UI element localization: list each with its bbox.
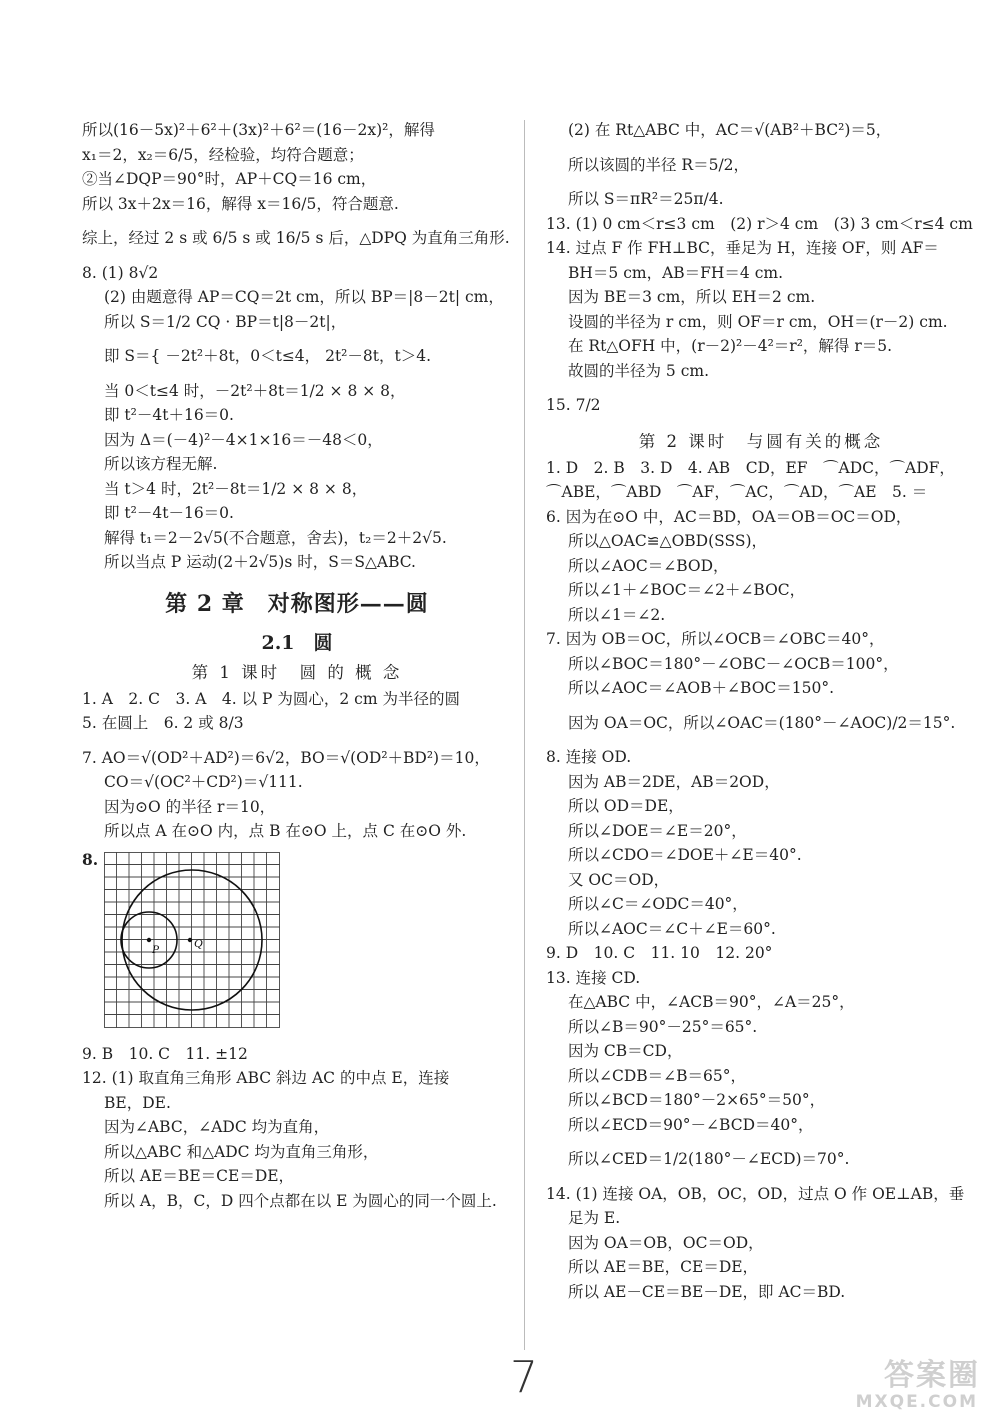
lesson-title: 第 2 课时 与圆有关的概念 <box>638 431 884 451</box>
label-q: Q <box>194 935 203 950</box>
text-line: 足为 E. <box>568 1209 621 1227</box>
text-line: 因为 AB＝2DE，AB＝2OD， <box>568 772 780 791</box>
text-line: 所以∠ECD＝90°－∠BCD＝40°， <box>568 1115 814 1134</box>
text-line: 因为 Δ＝(－4)²－4×1×16＝－48＜0， <box>104 430 383 449</box>
text-line: ②当∠DQP＝90°时，AP＋CQ＝16 cm， <box>82 170 377 188</box>
text-line: 所以∠1＝∠2. <box>568 605 666 624</box>
text-line: 所以 3x＋2x＝16，解得 x＝16/5，符合题意. <box>82 194 399 213</box>
answer-item: 8. 连接 OD. <box>546 748 632 766</box>
text-line: 所以 S＝1/2 CQ · BP＝t|8－2t|， <box>104 312 347 331</box>
right-column <box>546 118 976 1304</box>
text-line: 所以 AE＝BE＝CE＝DE， <box>104 1167 295 1185</box>
point-p <box>147 937 151 941</box>
point-q <box>188 937 192 941</box>
watermark-logo <box>836 1350 986 1412</box>
text-line: 所以∠AOC＝∠AOB＋∠BOC＝150°. <box>568 679 835 697</box>
text-line: 所以∠CDO＝∠DOE＋∠E＝40°. <box>568 846 802 864</box>
text-line: BH＝5 cm，AB＝FH＝4 cm. <box>568 263 784 282</box>
text-line: 所以∠BOC＝180°－∠OBC－∠OCB＝100°， <box>568 654 899 673</box>
page-number: 7 <box>510 1352 538 1403</box>
answer-item: ⌒ABE，⌒ABD ⌒AF，⌒AC，⌒AD，⌒AE 5. ＝ <box>546 483 928 501</box>
answer-item: 14. 过点 F 作 FH⊥BC，垂足为 H，连接 OF，则 AF＝ <box>546 239 939 257</box>
answer-item: 13. 连接 CD. <box>546 968 641 987</box>
text-line: 所以 S＝πR²＝25π/4. <box>568 190 724 208</box>
text-line: 又 OC＝OD， <box>568 870 670 889</box>
chapter-title: 第 2 章 对称图形——圆 <box>165 590 429 617</box>
text-line: BE，DE. <box>104 1093 171 1112</box>
section-title: 2.1 圆 <box>261 631 333 654</box>
text-line: 设圆的半径为 r cm，则 OF＝r cm，OH＝(r－2) cm. <box>568 312 948 331</box>
text-line: 即 t²－4t＋16＝0. <box>104 406 234 424</box>
text-line: 因为 BE＝3 cm，所以 EH＝2 cm. <box>568 288 816 306</box>
text-line: 所以△ABC 和△ADC 均为直角三角形， <box>104 1142 379 1161</box>
column-divider <box>524 120 525 1350</box>
text-line: 所以∠AOC＝∠BOD， <box>568 556 729 575</box>
lesson-title: 第 1 课时 圆 的 概 念 <box>191 662 403 682</box>
answer-item: 9. B 10. C 11. ±12 <box>82 1044 248 1063</box>
text-line: 所以∠B＝90°－25°＝65°. <box>568 1017 758 1036</box>
text-line: 所以(16－5x)²＋6²＋(3x)²＋6²＝(16－2x)²，解得 <box>82 121 435 139</box>
text-line: 因为∠ABC，∠ADC 均为直角， <box>104 1118 330 1136</box>
left-column <box>82 118 512 1213</box>
grid-figure <box>82 848 512 1038</box>
answer-item: 8. (1) 8√2 <box>82 263 159 282</box>
text-line: 所以∠C＝∠ODC＝40°， <box>568 895 748 913</box>
answer-item: 7. AO＝√(OD²＋AD²)＝6√2，BO＝√(OD²＋BD²)＝10， <box>82 748 490 767</box>
text-line: 所以 AE－CE＝BE－DE，即 AC＝BD. <box>568 1282 846 1301</box>
text-line: 所以∠CED＝1/2(180°－∠ECD)＝70°. <box>568 1150 850 1168</box>
text-line: 即 S＝{ －2t²＋8t，0＜t≤4， 2t²－8t，t＞4. <box>104 347 432 365</box>
text-line: 综上，经过 2 s 或 6/5 s 或 16/5 s 后，△DPQ 为直角三角形. <box>82 229 510 247</box>
text-line: 所以∠AOC＝∠C＋∠E＝60°. <box>568 919 776 938</box>
answer-item: 13. (1) 0 cm＜r≤3 cm (2) r＞4 cm (3) 3 cm＜r≤4 cm <box>546 214 973 233</box>
circle-grid-diagram <box>104 852 284 1034</box>
answer-item: 9. D 10. C 11. 10 12. 20° <box>546 944 773 962</box>
text-line: 所以∠DOE＝∠E＝20°， <box>568 821 747 840</box>
text-line: 故圆的半径为 5 cm. <box>568 361 710 380</box>
text-line: x₁＝2，x₂＝6/5，经检验，均符合题意； <box>82 145 364 164</box>
text-line: 所以 OD＝DE， <box>568 797 684 815</box>
answer-item: 12. (1) 取直角三角形 ABC 斜边 AC 的中点 E，连接 <box>82 1069 450 1087</box>
text-line: 所以∠BCD＝180°－2×65°＝50°， <box>568 1091 826 1109</box>
text-line: 即 t²－4t－16＝0. <box>104 504 234 522</box>
text-line: 当 t＞4 时，2t²－8t＝1/2 × 8 × 8， <box>104 479 368 498</box>
answer-item: 14. (1) 连接 OA，OB，OC，OD，过点 O 作 OE⊥AB，垂 <box>546 1184 965 1203</box>
text-line: 在△ABC 中，∠ACB＝90°，∠A＝25°， <box>568 993 855 1011</box>
text-line: CO＝√(OC²＋CD²)＝√111. <box>104 773 303 791</box>
text-line: 因为 CB＝CD， <box>568 1042 683 1060</box>
text-line: (2) 由题意得 AP＝CQ＝2t cm，所以 BP＝|8－2t| cm， <box>104 288 504 306</box>
text-line: 所以 A，B，C，D 四个点都在以 E 为圆心的同一个圆上. <box>104 1191 497 1210</box>
text-line: 所以该方程无解. <box>104 455 218 473</box>
answer-item: 1. A 2. C 3. A 4. 以 P 为圆心，2 cm 为半径的圆 <box>82 689 460 708</box>
answer-item: 1. D 2. B 3. D 4. AB CD，EF ⌒ADC，⌒ADF， <box>546 458 955 477</box>
answer-item: 6. 因为在⊙O 中，AC＝BD，OA＝OB＝OC＝OD， <box>546 507 912 526</box>
text-line: 因为⊙O 的半径 r＝10， <box>104 797 276 816</box>
text-line: 所以∠1＋∠BOC＝∠2＋∠BOC， <box>568 581 806 599</box>
watermark-text: 答案圈 <box>884 1358 980 1393</box>
watermark-url: MXQE.COM <box>855 1392 978 1412</box>
label-p: P <box>152 941 160 956</box>
answer-item: 15. 7/2 <box>546 396 601 414</box>
text-line: 所以∠CDB＝∠B＝65°， <box>568 1066 747 1085</box>
text-line: (2) 在 Rt△ABC 中，AC＝√(AB²＋BC²)＝5， <box>568 121 892 139</box>
text-line: 因为 OA＝OB，OC＝OD， <box>568 1233 764 1252</box>
text-line: 在 Rt△OFH 中，(r－2)²－4²＝r²，解得 r＝5. <box>568 337 893 355</box>
answer-item: 5. 在圆上 6. 2 或 8/3 <box>82 714 244 732</box>
text-line: 当 0＜t≤4 时，－2t²＋8t＝1/2 × 8 × 8， <box>104 381 406 400</box>
answer-item: 7. 因为 OB＝OC，所以∠OCB＝∠OBC＝40°， <box>546 630 885 648</box>
figure-number: 8. <box>82 849 99 869</box>
text-line: 所以△OAC≌△OBD(SSS)， <box>568 532 768 550</box>
text-line: 解得 t₁＝2－2√5(不合题意，舍去)，t₂＝2＋2√5. <box>104 528 447 547</box>
text-line: 因为 OA＝OC，所以∠OAC＝(180°－∠AOC)/2＝15°. <box>568 713 956 732</box>
text-line: 所以点 A 在⊙O 内，点 B 在⊙O 上，点 C 在⊙O 外. <box>104 822 467 840</box>
text-line: 所以当点 P 运动(2＋2√5)s 时，S＝S△ABC. <box>104 553 416 571</box>
text-line: 所以该圆的半径 R＝5/2， <box>568 155 750 174</box>
text-line: 所以 AE＝BE，CE＝DE， <box>568 1258 759 1276</box>
